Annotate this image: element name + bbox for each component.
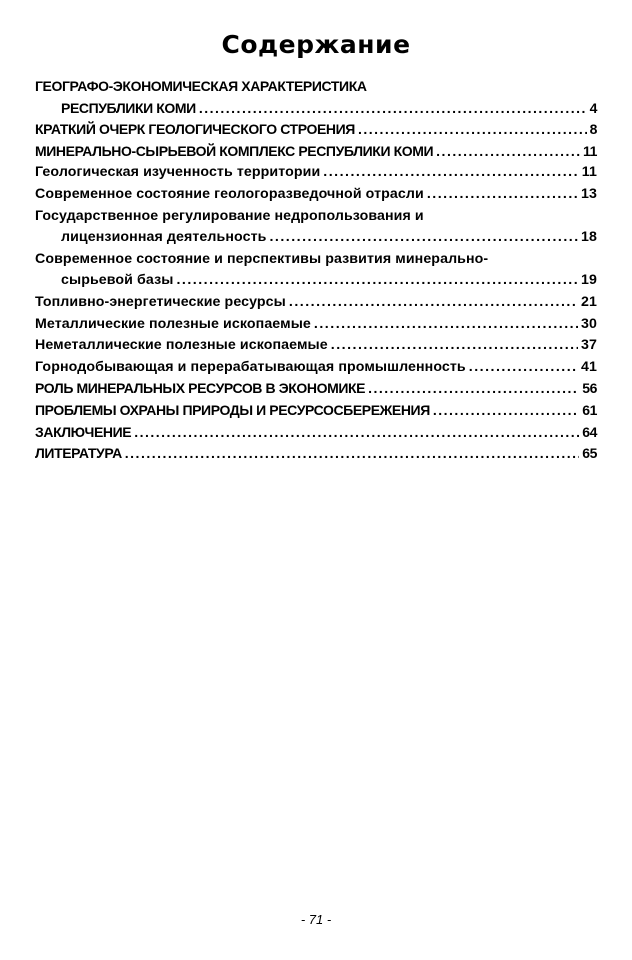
toc-entry — [35, 443, 597, 465]
toc-page-number: 13 — [581, 185, 597, 202]
toc-entry-title: Горнодобывающая и перерабатывающая промышленность — [35, 358, 466, 375]
toc-line — [35, 162, 597, 184]
toc-leader-dots — [469, 357, 578, 379]
toc-entry-title: МИНЕРАЛЬНО-СЫРЬЕВОЙ КОМПЛЕКС РЕСПУБЛИКИ КОМИ — [35, 142, 434, 159]
toc-line — [35, 314, 597, 336]
toc-line — [35, 378, 597, 400]
toc-leader-dots — [427, 184, 578, 206]
toc-line — [35, 400, 597, 422]
toc-entry-title: ЗАКЛЮЧЕНИЕ — [35, 423, 132, 440]
toc-page-number: 30 — [581, 315, 597, 332]
toc-entry — [35, 357, 597, 379]
toc-line — [35, 119, 597, 141]
toc-leader-dots — [368, 378, 579, 400]
toc-entry-title: Геологическая изученность территории — [35, 164, 321, 181]
toc-entry-title: КРАТКИЙ ОЧЕРК ГЕОЛОГИЧЕСКОГО СТРОЕНИЯ — [35, 121, 355, 138]
toc-page-number: 18 — [581, 229, 597, 246]
toc-entry-title: Современное состояние геологоразведочной отрасли — [35, 185, 424, 202]
toc-entry — [35, 378, 597, 400]
toc-leader-dots — [134, 422, 579, 444]
toc-leader-dots — [323, 162, 579, 184]
toc-entry-title-line: Государственное регулирование недропользования и — [35, 207, 424, 224]
toc-page-number: 11 — [581, 164, 597, 181]
toc-page-number: 8 — [589, 121, 597, 138]
toc-leader-dots — [433, 400, 579, 422]
toc-page-number: 65 — [582, 445, 597, 462]
toc-entry-title: ПРОБЛЕМЫ ОХРАНЫ ПРИРОДЫ И РЕСУРСОСБЕРЕЖЕНИЯ — [35, 401, 430, 418]
toc-leader-dots — [358, 119, 587, 141]
toc-page-number: 4 — [589, 99, 597, 116]
toc-entry-title: Неметаллические полезные ископаемые — [35, 337, 328, 354]
toc-entry-title-line: Современное состояние и перспективы развития минерально- — [35, 250, 489, 267]
toc-line — [35, 184, 597, 206]
page-title: Содержание — [221, 30, 411, 59]
toc-entry — [35, 422, 597, 444]
toc-entry — [35, 400, 597, 422]
toc-entry — [35, 76, 597, 119]
toc-leader-dots — [314, 314, 578, 336]
table-of-contents — [35, 76, 597, 465]
toc-leader-dots — [199, 98, 587, 120]
toc-entry-title: РОЛЬ МИНЕРАЛЬНЫХ РЕСУРСОВ В ЭКОНОМИКЕ — [35, 380, 366, 397]
toc-page-number: 56 — [582, 380, 597, 397]
page-number: - 71 - — [300, 912, 332, 927]
toc-page-number: 41 — [581, 358, 597, 375]
toc-line — [35, 98, 597, 120]
toc-line — [35, 141, 597, 163]
toc-page-number: 37 — [581, 337, 597, 354]
toc-line — [35, 335, 597, 357]
toc-leader-dots — [289, 292, 578, 314]
toc-leader-dots — [331, 335, 578, 357]
toc-leader-dots — [176, 270, 578, 292]
toc-entry-title-line: ГЕОГРАФО-ЭКОНОМИЧЕСКАЯ ХАРАКТЕРИСТИКА — [35, 78, 367, 94]
toc-entry — [35, 119, 597, 141]
toc-entry-title: Металлические полезные ископаемые — [35, 315, 311, 332]
toc-page-number: 11 — [583, 142, 597, 159]
toc-page-number: 64 — [582, 423, 597, 440]
toc-entry-title: ЛИТЕРАТУРА — [35, 445, 122, 462]
toc-line — [35, 227, 597, 249]
toc-entry-title: Топливно-энергетические ресурсы — [35, 293, 286, 310]
toc-leader-dots — [125, 443, 579, 465]
toc-entry-title: лицензионная деятельность — [61, 229, 267, 246]
toc-entry — [35, 335, 597, 357]
toc-line — [35, 270, 597, 292]
toc-page-number: 61 — [582, 401, 597, 418]
toc-entry — [35, 292, 597, 314]
toc-entry — [35, 162, 597, 184]
toc-line — [35, 292, 597, 314]
toc-page-number: 21 — [581, 293, 597, 310]
toc-entry — [35, 184, 597, 206]
toc-entry — [35, 206, 597, 249]
toc-line — [35, 357, 597, 379]
toc-entry-title: сырьевой базы — [61, 272, 174, 289]
toc-entry-title: РЕСПУБЛИКИ КОМИ — [61, 99, 196, 116]
toc-page-number: 19 — [581, 272, 597, 289]
toc-line — [35, 443, 597, 465]
toc-leader-dots — [436, 141, 580, 163]
toc-entry — [35, 249, 597, 292]
toc-line — [35, 422, 597, 444]
toc-leader-dots — [269, 227, 578, 249]
toc-entry — [35, 141, 597, 163]
toc-entry — [35, 314, 597, 336]
